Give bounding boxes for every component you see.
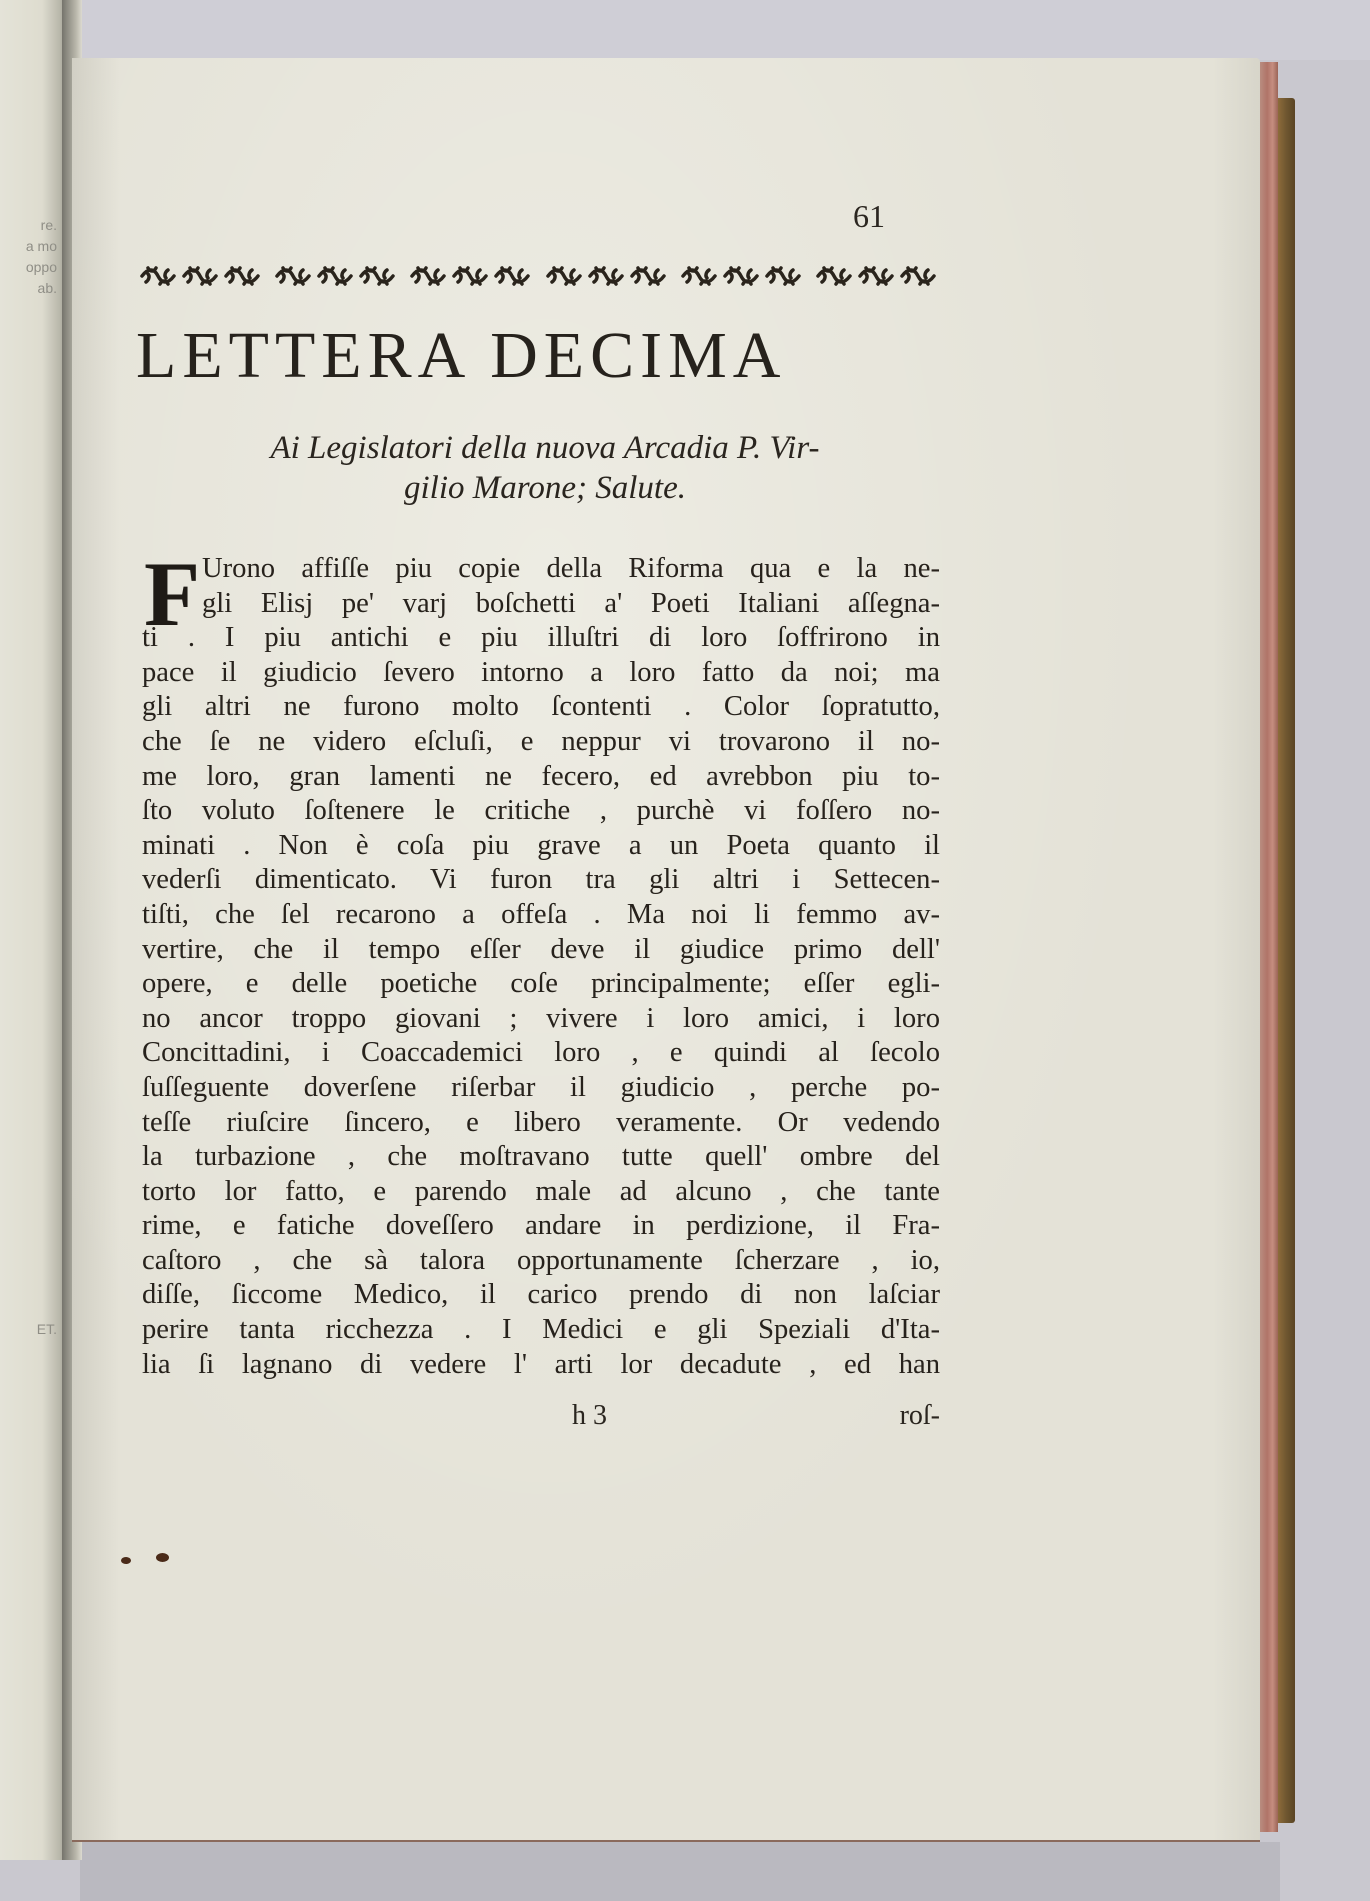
text-line: vederſi dimenticato. Vi furon tra gli altri i Settecen- — [142, 864, 940, 896]
text-line: rime, e fatiche doveſſero andare in perdizione, il Fra- — [142, 1210, 940, 1242]
fleuron-icon — [814, 260, 854, 292]
page-footer — [142, 1400, 940, 1434]
fleuron-icon — [586, 260, 626, 292]
fleuron-icon — [898, 260, 938, 292]
text-line: tiſti, che ſel recarono a offeſa . Ma noi li femmo av- — [142, 898, 940, 930]
text-line: perire tanta ricchezza . I Medici e gli Speziali d'Ita- — [142, 1314, 940, 1346]
text-line: la turbazione , che moſtravano tutte quell' ombre del — [142, 1141, 940, 1173]
left-fragment: ab. — [37, 280, 57, 296]
page-fore-edge — [1260, 62, 1278, 1832]
drop-cap: F — [144, 543, 201, 645]
text-line: ſto voluto ſoſtenere le critiche , purchè vi foſſero no- — [142, 795, 940, 827]
left-fragment: re. — [40, 217, 57, 233]
decorative-ornament-band — [138, 258, 938, 294]
left-fragment: a mo — [25, 238, 57, 254]
text-line: Urono affiſſe piu copie della Riforma qua e la ne- — [202, 553, 940, 584]
binding-edge — [1278, 98, 1295, 1823]
text-line: ti . I piu antichi e piu illuſtri di loro ſoffrirono in — [142, 622, 940, 654]
text-line: vertire, che il tempo eſſer deve il giudice primo dell' — [142, 933, 940, 965]
fleuron-icon — [357, 260, 397, 292]
text-line: gli altri ne furono molto ſcontenti . Color ſopratutto, — [142, 691, 940, 723]
text-line: teſſe riuſcire ſincero, e libero veramente. Or vedendo — [142, 1106, 940, 1138]
fleuron-icon — [763, 260, 803, 292]
ink-stain — [121, 1557, 131, 1564]
text-line: caſtoro , che sà talora opportunamente ſcherzare , io, — [142, 1244, 940, 1276]
text-line: che ſe ne videro eſcluſi, e neppur vi trovarono il no- — [142, 725, 940, 757]
ink-stain — [156, 1553, 169, 1562]
left-page-text — [2, 215, 57, 1340]
fleuron-icon — [721, 260, 761, 292]
letter-salutation — [170, 428, 920, 508]
fleuron-icon — [492, 260, 532, 292]
table-surface — [80, 1842, 1280, 1901]
left-fragment: oppo — [25, 259, 57, 275]
left-page — [0, 0, 70, 1860]
fleuron-icon — [273, 260, 313, 292]
fleuron-icon — [408, 260, 448, 292]
fleuron-icon — [315, 260, 355, 292]
fleuron-icon — [450, 260, 490, 292]
text-line: lia ſi lagnano di vedere l' arti lor decadute , ed han — [142, 1348, 940, 1380]
fleuron-icon — [856, 260, 896, 292]
text-line: torto lor fatto, e parendo male ad alcuno , che tante — [142, 1175, 940, 1207]
text-line: gli Elisj pe' varj boſchetti a' Poeti Italiani aſſegna- — [202, 587, 940, 619]
page-number: 61 — [853, 198, 885, 234]
body-text — [142, 543, 940, 1382]
left-fragment: ET. — [36, 1321, 57, 1337]
text-line: no ancor troppo giovani ; vivere i loro amici, i loro — [142, 1002, 940, 1034]
text-line: minati . Non è coſa piu grave a un Poeta quanto il — [142, 829, 940, 861]
text-line: diſſe, ſiccome Medico, il carico prendo di non laſciar — [142, 1279, 940, 1311]
salutation-line: Ai Legislatori della nuova Arcadia P. Vir- — [270, 430, 820, 466]
fleuron-icon — [628, 260, 668, 292]
text-line: pace il giudicio ſevero intorno a loro fatto da noi; ma — [142, 656, 940, 688]
fleuron-icon — [222, 260, 262, 292]
fleuron-icon — [180, 260, 220, 292]
fleuron-icon — [544, 260, 584, 292]
salutation-line: gilio Marone; Salute. — [404, 470, 686, 506]
text-line: opere, e delle poetiche coſe principalmente; eſſer egli- — [142, 968, 940, 1000]
catchword: roſ- — [899, 1400, 940, 1431]
chapter-title: LETTERA DECIMA — [136, 319, 787, 392]
text-line: Concittadini, i Coaccademici loro , e quindi al ſecolo — [142, 1037, 940, 1069]
signature-mark: h 3 — [572, 1400, 607, 1431]
background — [0, 0, 1370, 60]
fleuron-icon — [679, 260, 719, 292]
text-line: ſuſſeguente doverſene riſerbar il giudicio , perche po- — [142, 1071, 940, 1103]
fleuron-icon — [138, 260, 178, 292]
text-line: me loro, gran lamenti ne fecero, ed avrebbon piu to- — [142, 760, 940, 792]
